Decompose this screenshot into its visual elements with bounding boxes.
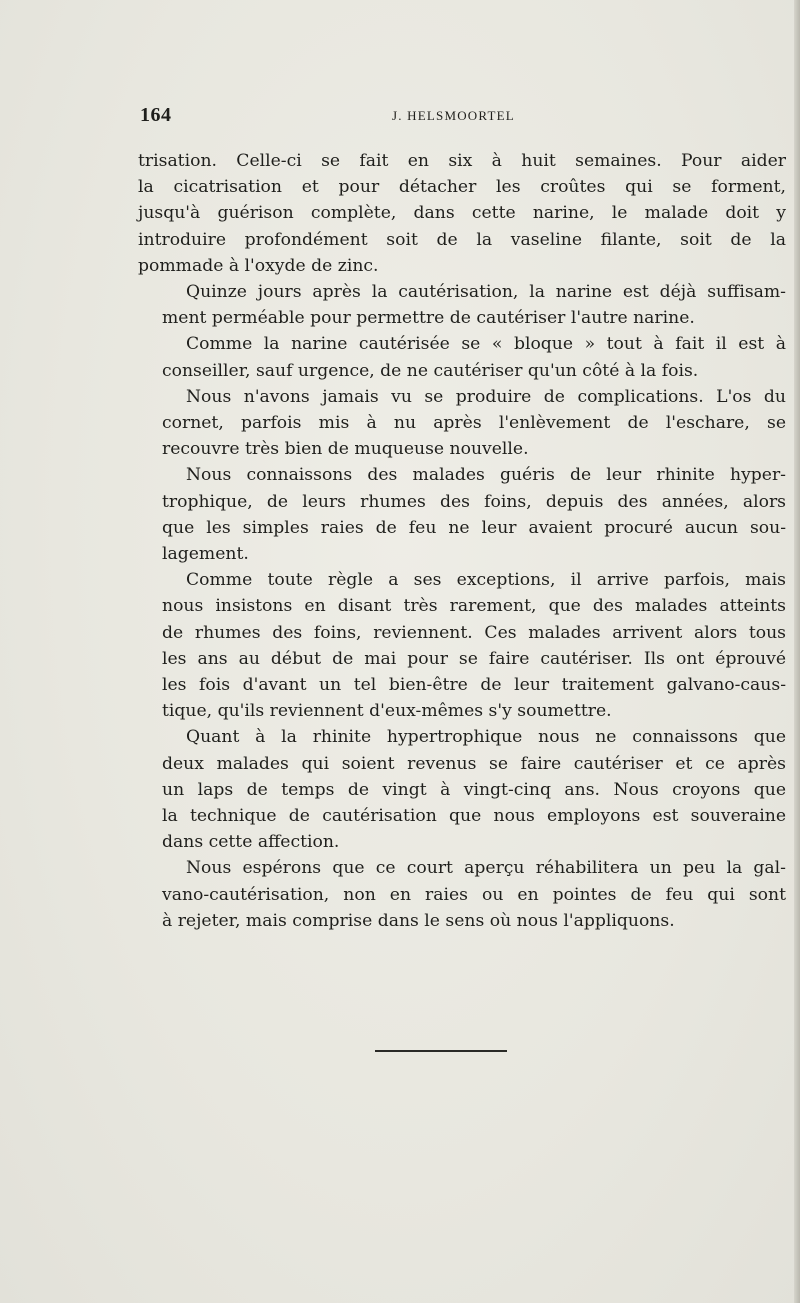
text-line: Quinze jours après la cautérisation, la narine est déjà suffisam- bbox=[186, 282, 786, 303]
text-line: tique, qu'ils reviennent d'eux-mêmes s'y soumettre. bbox=[162, 701, 612, 722]
text-line: que les simples raies de feu ne leur avaient procuré aucun sou- bbox=[162, 517, 786, 538]
text-line: recouvre très bien de muqueuse nouvelle. bbox=[162, 439, 529, 460]
paragraph bbox=[138, 331, 786, 383]
text-line: trisation. Celle-ci se fait en six à huit semaines. Pour aider bbox=[138, 151, 786, 171]
paragraph bbox=[138, 384, 786, 463]
text-line: vano-cautérisation, non en raies ou en pointes de feu qui sont bbox=[162, 884, 786, 905]
paragraph bbox=[138, 279, 786, 331]
text-line: cornet, parfois mis à nu après l'enlèvement de l'eschare, se bbox=[162, 413, 786, 434]
text-line: la technique de cautérisation que nous employons est souveraine bbox=[162, 806, 786, 827]
running-head-author: J. HELSMOORTEL bbox=[392, 108, 515, 123]
text-line: un laps de temps de vingt à vingt-cinq ans. Nous croyons que bbox=[162, 779, 786, 800]
page-number: 164 bbox=[140, 104, 172, 126]
body-text bbox=[138, 148, 786, 934]
text-line: de rhumes des foins, reviennent. Ces malades arrivent alors tous bbox=[162, 622, 786, 643]
text-line: Nous espérons que ce court aperçu réhabilitera un peu la gal- bbox=[186, 858, 786, 879]
text-line: à rejeter, mais comprise dans le sens où nous l'appliquons. bbox=[162, 910, 675, 931]
text-line: les fois d'avant un tel bien-être de leur traitement galvano-caus- bbox=[162, 675, 786, 696]
paragraph bbox=[138, 567, 786, 724]
text-line: jusqu'à guérison complète, dans cette narine, le malade doit y bbox=[138, 203, 786, 224]
text-line: les ans au début de mai pour se faire cautériser. Ils ont éprouvé bbox=[162, 648, 786, 669]
text-line: la cicatrisation et pour détacher les croûtes qui se forment, bbox=[138, 177, 786, 198]
page-edge-shadow bbox=[794, 0, 800, 1303]
text-line: Quant à la rhinite hypertrophique nous ne connaissons que bbox=[186, 727, 786, 748]
text-line: deux malades qui soient revenus se faire cautériser et ce après bbox=[162, 753, 786, 774]
text-line: pommade à l'oxyde de zinc. bbox=[138, 255, 379, 276]
text-line: lagement. bbox=[162, 544, 249, 565]
text-line: Nous n'avons jamais vu se produire de complications. L'os du bbox=[186, 386, 786, 407]
text-line: Comme toute règle a ses exceptions, il arrive parfois, mais bbox=[186, 570, 786, 591]
paragraph bbox=[138, 724, 786, 855]
end-of-article-rule bbox=[375, 1050, 507, 1052]
paragraph bbox=[138, 462, 786, 567]
paragraph bbox=[138, 855, 786, 934]
text-line: Nous connaissons des malades guéris de leur rhinite hyper- bbox=[186, 465, 786, 486]
text-line: ment perméable pour permettre de cautériser l'autre narine. bbox=[162, 308, 695, 329]
text-line: trophique, de leurs rhumes des foins, depuis des années, alors bbox=[162, 491, 786, 512]
text-line: introduire profondément soit de la vaseline filante, soit de la bbox=[138, 229, 786, 250]
text-line: nous insistons en disant très rarement, que des malades atteints bbox=[162, 596, 786, 617]
text-line: conseiller, sauf urgence, de ne cautériser qu'un côté à la fois. bbox=[162, 360, 699, 381]
text-line: dans cette affection. bbox=[162, 832, 340, 853]
paragraph-continuation bbox=[138, 148, 786, 279]
text-line: Comme la narine cautérisée se « bloque » tout à fait il est à bbox=[186, 334, 786, 355]
